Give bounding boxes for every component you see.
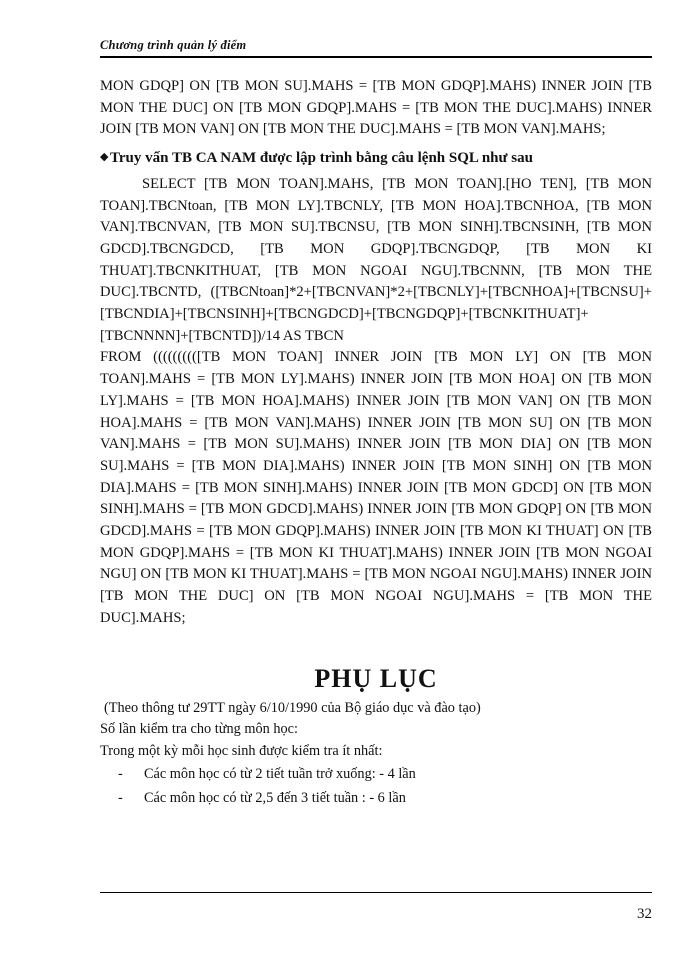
appendix-line-1: Số lần kiểm tra cho từng môn học: (100, 721, 298, 738)
appendix-line-2: Trong một kỳ mỗi học sinh được kiểm tra ít nhất: (100, 742, 383, 759)
appendix-note: (Theo thông tư 29TT ngày 6/10/1990 của Bộ giáo dục và đào tạo) (104, 699, 481, 716)
dash-marker: - (118, 790, 123, 807)
query-heading-text: Truy vấn TB CA NAM được lập trình bằng câu lệnh SQL như sau (110, 150, 533, 167)
sql-tail-paragraph: MON GDQP] ON [TB MON SU].MAHS = [TB MON GDQP].MAHS) INNER JOIN [TB MON THE DUC] ON [TB MON GDQP].MAHS = [TB MON THE DUC].MAHS) INNER JOIN [TB MON VAN] ON [TB MON THE DUC].MAHS = [TB MON VAN].MAHS; (100, 78, 652, 138)
query-heading (100, 147, 652, 170)
appendix-title: PHỤ LỤC (314, 663, 438, 693)
page-header (100, 38, 652, 53)
sql-select-clause: SELECT [TB MON TOAN].MAHS, [TB MON TOAN].[HO TEN], [TB MON TOAN].TBCNtoan, [TB MON LY].TBCNLY, [TB MON HOA].TBCNHOA, [TB MON VAN].TBCNVAN, [TB MON SU].TBCNSU, [TB MON SINH].TBCNSINH, [TB MON GDCD].TBCNGDCD, [TB MON GDQP].TBCNGDQP, [TB MON KI THUAT].TBCNKITHUAT, [TB MON NGOAI NGU].TBCNNN, [TB MON THE DUC].TBCNTD, ([TBCNtoan]*2+[TBCNVAN]*2+[TBCNLY]+[TBCNHOA]+[TBCNSU]+[TBCNDIA]+[TBCNSINH]+[TBCNGDCD]+[TBCNGDQP]+[TBCNKITHUAT]+[TBCNNNN]+[TBCNTD])/14 AS TBCN (100, 175, 652, 344)
list-item: - Các môn học có từ 2 tiết tuần trở xuống: - 4 lần (100, 764, 652, 786)
page-number: 32 (637, 906, 652, 922)
rules-list (100, 764, 652, 810)
header-rule (100, 56, 652, 58)
diamond-bullet-icon: ◆ (100, 151, 109, 164)
dash-marker: - (118, 765, 123, 782)
page-content (100, 76, 652, 813)
list-item: - Các môn học có từ 2,5 đến 3 tiết tuần : - 6 lần (100, 788, 652, 810)
sql-from-clause: FROM ((((((((([TB MON TOAN] INNER JOIN [TB MON LY] ON [TB MON TOAN].MAHS = [TB MON LY].MAHS) INNER JOIN [TB MON HOA] ON [TB MON LY].MAHS = [TB MON HOA].MAHS) INNER JOIN [TB MON VAN] ON [TB MON HOA].MAHS = [TB MON VAN].MAHS) INNER JOIN [TB MON SU] ON [TB MON VAN].MAHS = [TB MON SU].MAHS) INNER JOIN [TB MON DIA] ON [TB MON SU].MAHS = [TB MON DIA].MAHS) INNER JOIN [TB MON SINH] ON [TB MON DIA].MAHS = [TB MON SINH].MAHS) INNER JOIN [TB MON GDCD] ON [TB MON SINH].MAHS = [TB MON GDCD].MAHS) INNER JOIN [TB MON GDQP] ON [TB MON GDCD].MAHS = [TB MON GDQP].MAHS) INNER JOIN [TB MON KI THUAT] ON [TB MON GDQP].MAHS = [TB MON KI THUAT].MAHS) INNER JOIN [TB MON NGOAI NGU] ON [TB MON KI THUAT].MAHS = [TB MON NGOAI NGU].MAHS) INNER JOIN [TB MON THE DUC] ON [TB MON NGOAI NGU].MAHS = [TB MON THE DUC].MAHS; (100, 349, 652, 626)
footer-rule (100, 892, 652, 893)
header-title: Chương trình quản lý điểm (100, 38, 247, 52)
